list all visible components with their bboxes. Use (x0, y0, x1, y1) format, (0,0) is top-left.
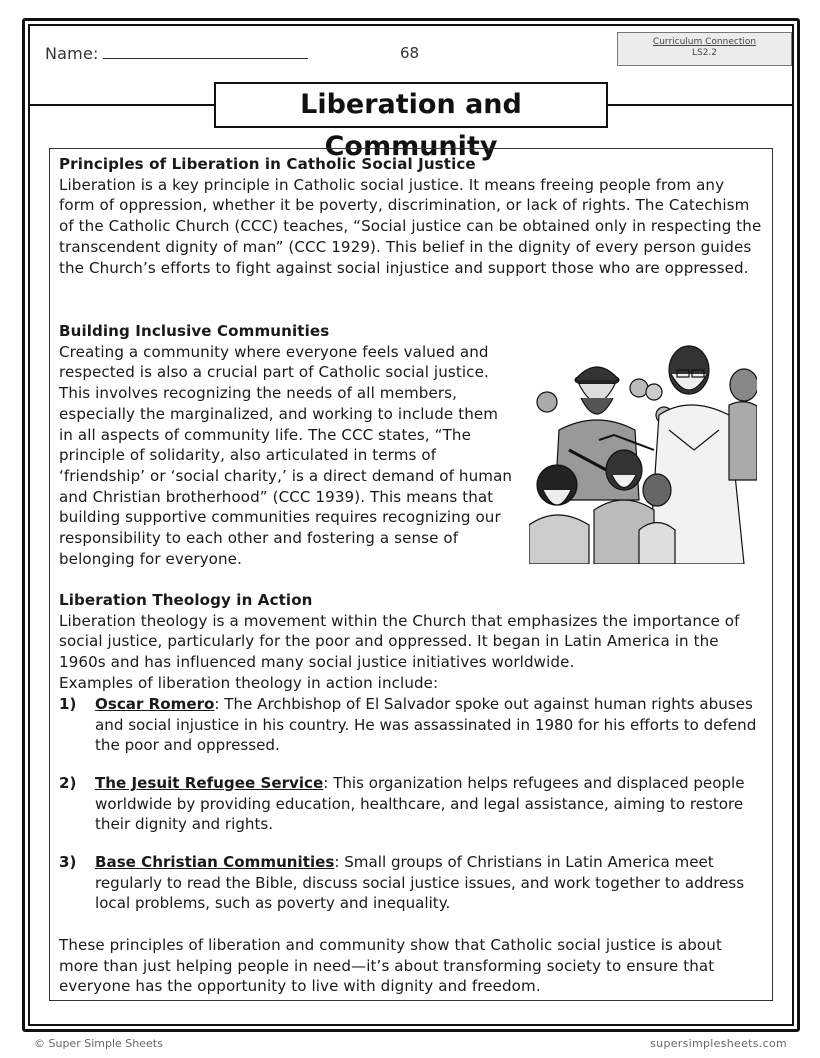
example-term: Base Christian Communities (95, 853, 335, 871)
crowd-illustration-icon (529, 340, 757, 564)
example-number: 2) (59, 774, 77, 792)
closing-paragraph: These principles of liberation and community show that Catholic social justice is about more than just helping people in need—it’s about transforming society to ensure that everyone has the opportunity to live with dignity and freedom. (59, 936, 722, 996)
footer-website[interactable]: supersimplesheets.com (650, 1037, 787, 1050)
section-heading: Building Inclusive Communities (59, 322, 330, 340)
section-liberation (59, 154, 764, 278)
curriculum-connection-title: Curriculum Connection (652, 37, 757, 47)
section-theology (59, 590, 764, 694)
example-number: 3) (59, 853, 77, 871)
curriculum-code: LS2.2 (691, 48, 718, 58)
example-term: The Jesuit Refugee Service (95, 774, 324, 792)
community-illustration (529, 340, 757, 564)
example-description: : The Archbishop of El Salvador spoke out against human rights abuses and social injustice in his country. He was assassinated in 1980 for his efforts to defend the poor and oppressed. (95, 695, 757, 755)
example-item (59, 694, 764, 756)
example-term: Oscar Romero (95, 695, 215, 713)
name-field[interactable] (45, 44, 308, 63)
section-heading: Liberation Theology in Action (59, 591, 313, 609)
name-label: Name: (45, 44, 99, 63)
section-text: Liberation theology is a movement within the Church that emphasizes the importance of social justice, particularly for the poor and oppressed. It began in Latin America in the 1960s and has influenced many social justice initiatives worldwide. (59, 611, 740, 672)
examples-intro: Examples of liberation theology in action include: (59, 673, 439, 692)
section-communities (59, 321, 514, 569)
section-text: Creating a community where everyone feels valued and respected is also a crucial part of Catholic social justice. This involves recognizing the needs of all members, especially the marginalized, and working to include them in all aspects of community life. The CCC states, “The principle of solidarity, also articulated in terms of ‘friendship’ or ‘social charity,’ is a direct demand of human and Christian brotherhood” (CCC 1939). This means that building supportive communities requires recognizing our responsibility to each other and fostering a sense of belonging for everyone. (59, 342, 513, 568)
example-description: : This organization helps refugees and displaced people worldwide by providing education, healthcare, and legal assistance, aiming to restore their dignity and rights. (95, 774, 745, 834)
section-text: Liberation is a key principle in Catholic social justice. It means freeing people from any form of oppression, whether it be poverty, discrimination, or lack of rights. The Catechism of the Catholic Church (CCC) teaches, “Social justice can be obtained only in respecting the transcendent dignity of man” (CCC 1929). This belief in the dignity of every person guides the Church’s efforts to fight against social injustice and support those who are oppressed. (59, 175, 762, 277)
example-item (59, 852, 764, 914)
page-title: Liberation and Community (214, 82, 608, 128)
curriculum-connection-box (617, 32, 792, 66)
section-heading: Principles of Liberation in Catholic Social Justice (59, 155, 476, 173)
example-description: : Small groups of Christians in Latin America meet regularly to read the Bible, discuss social justice issues, and work together to address local problems, such as poverty and inequality. (95, 853, 745, 913)
example-item (59, 773, 764, 835)
footer-copyright: © Super Simple Sheets (34, 1037, 163, 1050)
name-blank-line[interactable] (103, 45, 308, 59)
example-number: 1) (59, 695, 77, 713)
page-number: 68 (400, 44, 420, 62)
